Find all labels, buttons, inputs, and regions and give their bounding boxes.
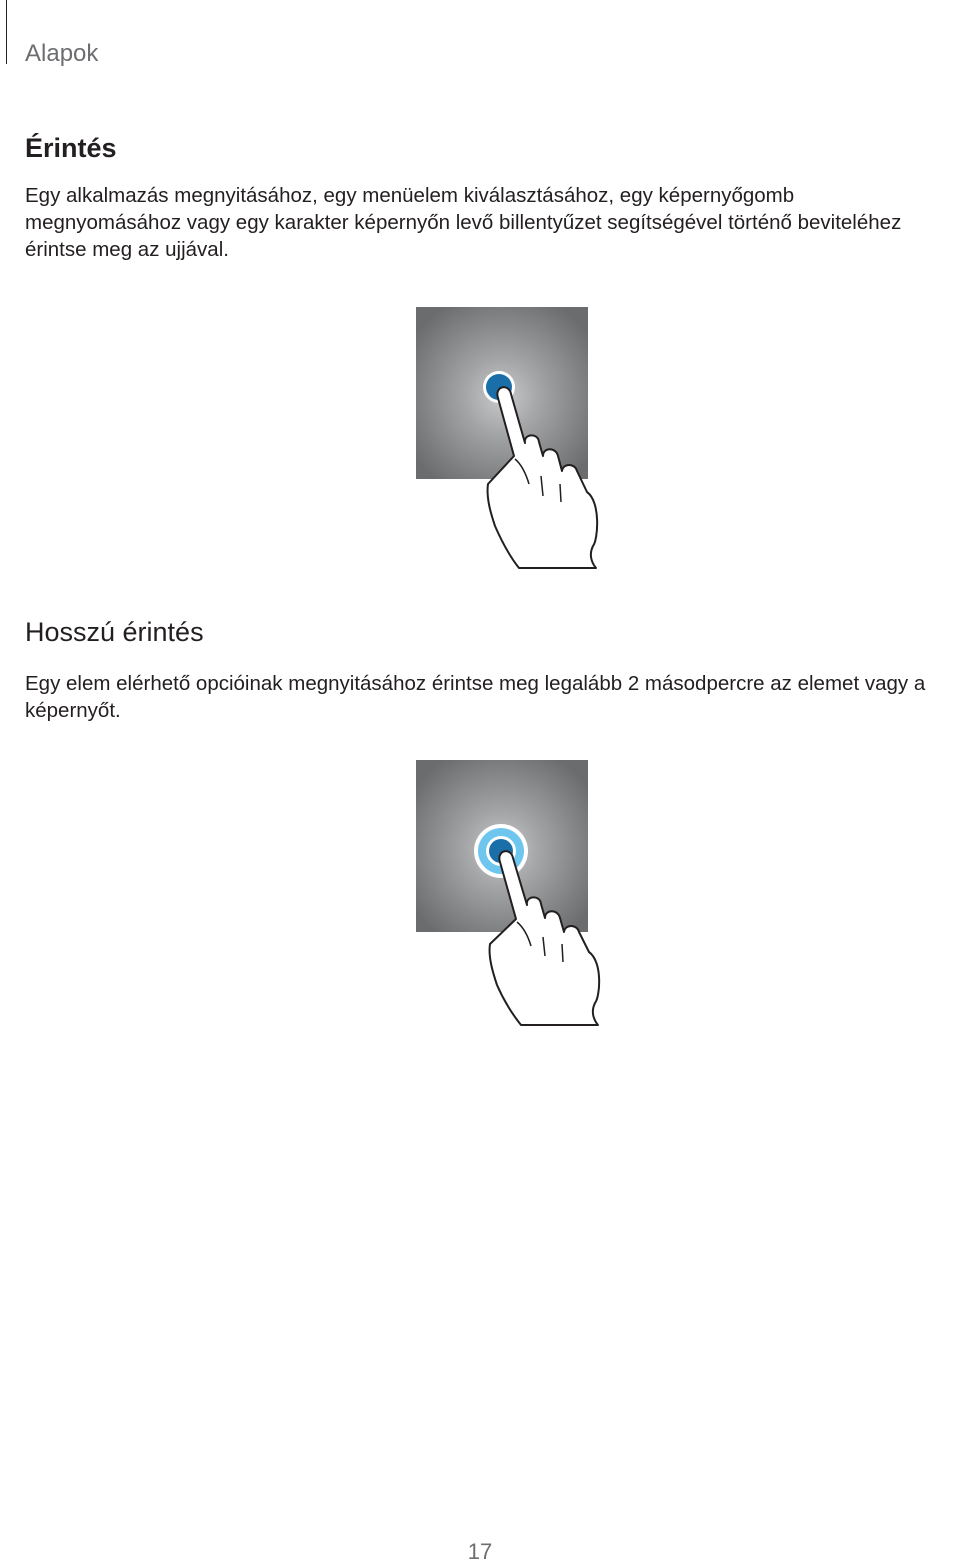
long-press-illustration: [415, 759, 615, 1029]
chapter-title: Alapok: [25, 40, 99, 67]
section-body-long-press: Egy elem elérhető opcióinak megnyitásához érintse meg legalább 2 másodpercre az elemet vagy a képernyőt.: [25, 672, 926, 722]
finger-tap-icon: [415, 306, 615, 576]
section-heading-long-press: Hosszú érintés: [25, 617, 204, 647]
tap-illustration: [415, 306, 615, 576]
section-heading-tap: Érintés: [25, 133, 117, 163]
section-body-tap: Egy alkalmazás megnyitásához, egy menüelem kiválasztásához, egy képernyőgomb megnyomásához vagy egy karakter képernyőn levő billentyűzet segítségével történő beviteléhez érintse meg az ujjával.: [25, 184, 902, 261]
page-number: 17: [467, 1539, 493, 1564]
finger-long-press-icon: [415, 759, 615, 1029]
page-margin-rule: [6, 0, 7, 64]
